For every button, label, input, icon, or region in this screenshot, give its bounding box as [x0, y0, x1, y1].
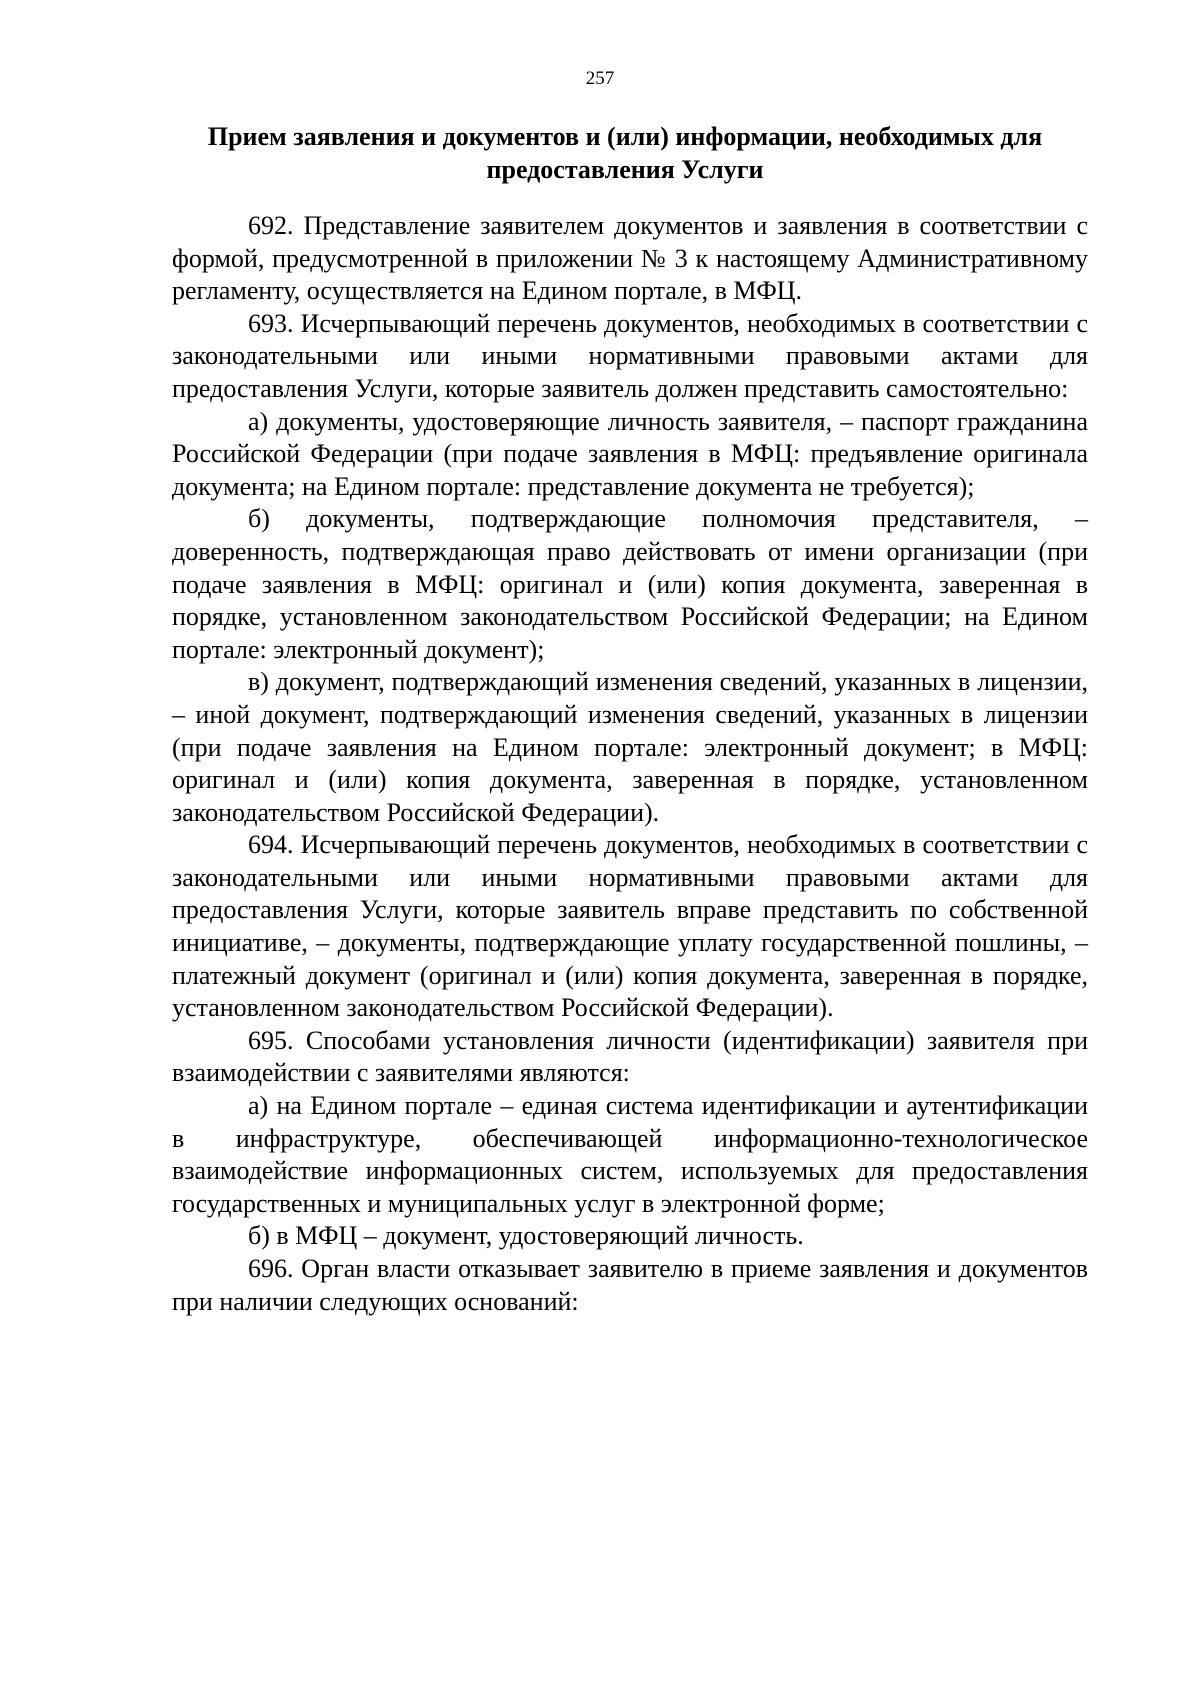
paragraph-693: 693. Исчерпывающий перечень документов, необходимых в соответствии с законодательными или иными нормативными правовыми актами для предоставления Услуги, которые заявитель должен представить самостоятельно:	[172, 308, 1088, 403]
paragraph-696: 696. Орган власти отказывает заявителю в приеме заявления и документов при наличии следующих оснований:	[172, 1254, 1088, 1316]
paragraph-695-a: а) на Едином портале – единая система идентификации и аутентификации в инфраструктуре, обеспечивающей информационно-технологическое взаимодействие информационных систем, используемых для предоставления государственных и муниципальных услуг в электронной форме;	[172, 1091, 1088, 1218]
page-number: 257	[585, 68, 615, 89]
paragraph-695: 695. Способами установления личности (идентификации) заявителя при взаимодействии с заявителями являются:	[172, 1025, 1088, 1088]
paragraph-695-b: б) в МФЦ – документ, удостоверяющий личность.	[248, 1221, 804, 1251]
paragraph-693-a: а) документы, удостоверяющие личность заявителя, – паспорт гражданина Российской Федерации (при подаче заявления в МФЦ: предъявление оригинала документа; на Едином портале: представление документа не требуется);	[172, 406, 1088, 501]
section-heading: Прием заявления и документов и (или) информации, необходимых для предоставления Услуги	[207, 122, 1043, 184]
paragraph-693-v: в) документ, подтверждающий изменения сведений, указанных в лицензии, – иной документ, подтверждающий изменения сведений, указанных в лицензии (при подаче заявления на Едином портале: электронный документ; в МФЦ: оригинал и (или) копия документа, заверенная в порядке, установленном законодательством Российской Федерации).	[172, 667, 1088, 827]
paragraph-694: 694. Исчерпывающий перечень документов, необходимых в соответствии с законодательными или иными нормативными правовыми актами для предоставления Услуги, которые заявитель вправе представить по собственной инициативе, – документы, подтверждающие уплату государственной пошлины, – платежный документ (оригинал и (или) копия документа, заверенная в порядке, установленном законодательством Российской Федерации).	[172, 830, 1088, 1023]
paragraph-692: 692. Представление заявителем документов и заявления в соответствии с формой, предусмотренной в приложении № 3 к настоящему Административному регламенту, осуществляется на Едином портале, в МФЦ.	[172, 211, 1088, 306]
document-body	[172, 210, 1088, 1318]
paragraph-693-b: б) документы, подтверждающие полномочия представителя, – доверенность, подтверждающая право действовать от имени организации (при подаче заявления в МФЦ: оригинал и (или) копия документа, заверенная в порядке, установленном законодательством Российской Федерации; на Едином портале: электронный документ);	[172, 504, 1088, 664]
